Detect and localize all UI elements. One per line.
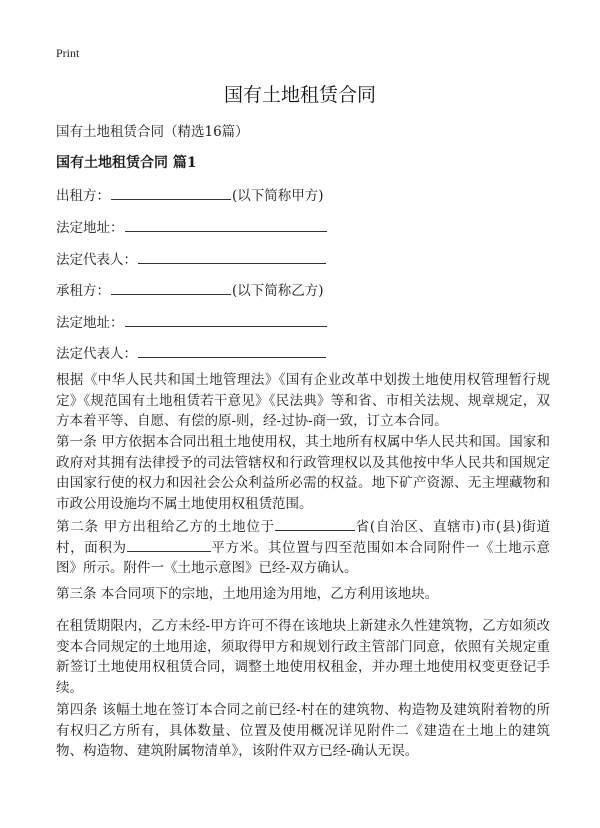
print-link[interactable]: Print: [56, 46, 80, 60]
lessee-suffix: (以下简称乙方): [232, 283, 324, 299]
lessor-address-field: [56, 216, 328, 236]
lessor-rep-blank: [138, 249, 326, 264]
article-2-part-c: 平方米。其位置与四至范围如本合同附件一《土地示意图》所示。附件一《土地示意图》已经-双方确认。: [56, 539, 551, 576]
lessor-suffix: (以下简称甲方): [232, 188, 324, 204]
section-heading: 国有土地租赁合同 篇1: [56, 155, 197, 171]
paragraph-article-4: 第四条 该幅土地在签订本合同之前已经-村在的建筑物、构造物及建筑附着物的所有权归乙方所有，具体数量、位置及使用概况详见附件二《建造在土地上的建筑物、构造物、建筑附属物清单》，该附件双方已经-确认无误。: [56, 702, 550, 759]
lessee-address-label: 法定地址：: [56, 315, 124, 331]
paragraph-article-2: [56, 517, 550, 579]
lessor-blank: [111, 185, 231, 200]
lessor-address-blank: [125, 217, 327, 232]
paragraph-preamble: 根据《中华人民共和国土地管理法》《国有企业改革中划拨土地使用权管理暂行规定》《规范国有土地租赁若干意见》《民法典》等和省、市相关法规、规章规定，双方本着平等、自愿、有偿的原-则，经-过协-商一致，订立本合同。: [56, 372, 550, 429]
lessee-blank: [111, 280, 231, 295]
lessee-rep-field: [56, 342, 327, 362]
article-2-part-b: 省(自治区、直辖市)市(县)街道村，面积为: [56, 519, 550, 556]
paragraph-article-3: 第三条 本合同项下的宗地，土地用途为用地，乙方利用该地块。: [56, 586, 439, 602]
lessor-label: 出租方：: [56, 188, 110, 204]
paragraph-article-1: 第一条 甲方依据本合同出租土地使用权，其土地所有权属中华人民共和国。国家和政府对其拥有法律授予的司法管辖权和行政管理权以及其他按中华人民共和国规定由国家行使的权力和因社会公众利益所必需的权益。地下矿产资源、无主埋藏物和市政公用设施均不属土地使用权租赁范围。: [56, 434, 550, 512]
document-subtitle: 国有土地租赁合同（精选16篇）: [56, 124, 249, 140]
lessee-address-blank: [125, 312, 327, 327]
lessee-rep-blank: [138, 343, 326, 358]
lessee-field: [56, 279, 324, 299]
area-blank: [127, 538, 211, 552]
lessor-field: [56, 184, 324, 204]
lessor-rep-label: 法定代表人：: [56, 252, 137, 268]
paragraph-article-3-detail: 在租赁期限内，乙方未经-甲方许可不得在该地块上新建永久性建筑物，乙方如须改变本合同规定的土地用途，须取得甲方和规划行政主管部门同意，依照有关规定重新签订土地使用权租赁合同，调整土地使用权租金，并办理土地使用权变更登记手续。: [56, 618, 550, 696]
lessor-rep-field: [56, 248, 327, 268]
lessee-rep-label: 法定代表人：: [56, 346, 137, 362]
location-blank: [275, 517, 355, 531]
lessor-address-label: 法定地址：: [56, 220, 124, 236]
lessee-label: 承租方：: [56, 283, 110, 299]
document-title: 国有土地租赁合同: [223, 84, 376, 106]
article-2-part-a: 第二条 甲方出租给乙方的土地位于: [56, 519, 275, 535]
lessee-address-field: [56, 311, 328, 331]
